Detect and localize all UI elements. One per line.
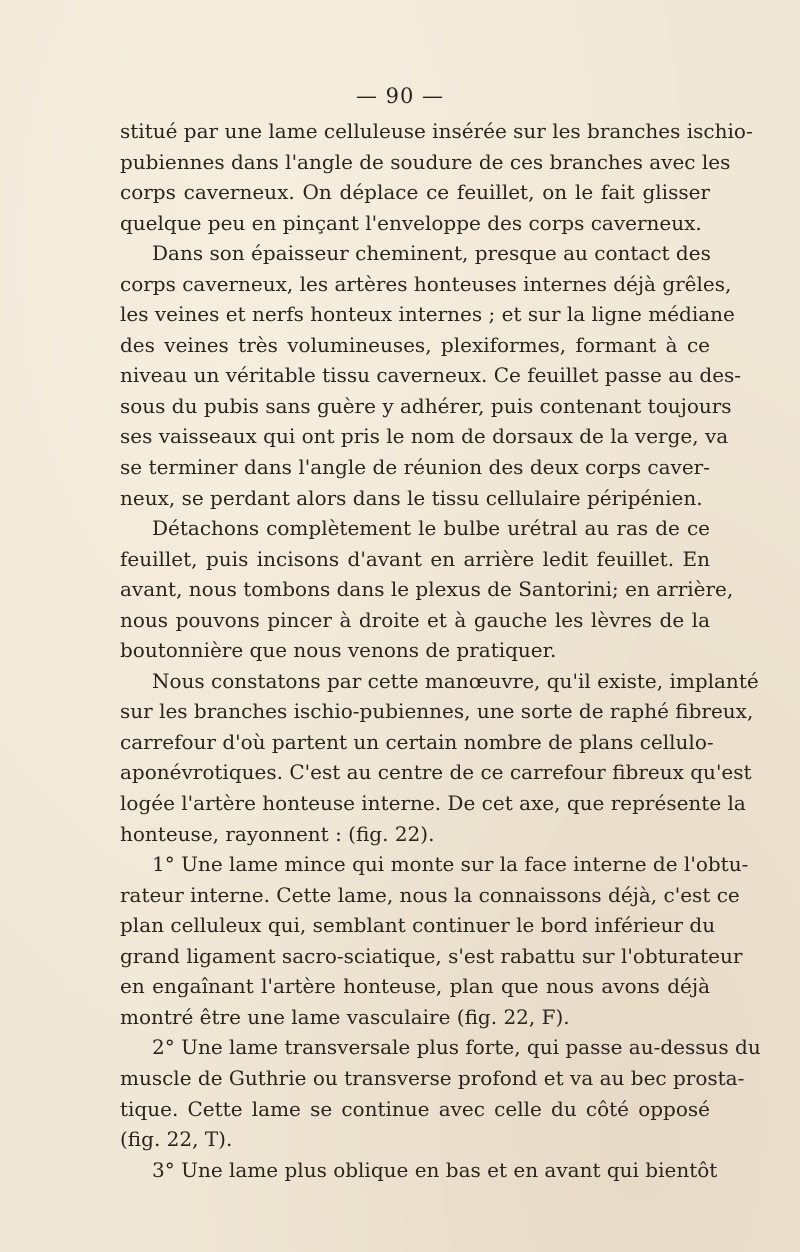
text-line: (fig. 22, T). <box>120 1127 233 1152</box>
body-text <box>120 116 761 1185</box>
text-line: aponévrotiques. C'est au centre de ce carrefour fibreux qu'est <box>120 760 752 785</box>
text-line: feuillet, puis incisons d'avant en arrière ledit feuillet. En <box>120 546 710 571</box>
text-line: plan celluleux qui, semblant continuer le bord inférieur du <box>120 913 716 938</box>
text-line: tique. Cette lame se continue avec celle du côté opposé <box>120 1096 710 1121</box>
text-line: montré être une lame vasculaire (fig. 22, F). <box>120 1004 570 1029</box>
text-line: muscle de Guthrie ou transverse profond et va au bec prosta- <box>120 1065 745 1090</box>
text-line: boutonnière que nous venons de pratiquer. <box>120 638 557 663</box>
text-line: des veines très volumineuses, plexiformes, formant à ce <box>120 332 710 357</box>
text-line: neux, se perdant alors dans le tissu cellulaire péripénien. <box>120 485 703 510</box>
text-line: 2° Une lame transversale plus forte, qui passe au-dessus du <box>152 1035 761 1060</box>
text-line: ses vaisseaux qui ont pris le nom de dorsaux de la verge, va <box>120 424 729 449</box>
text-line: logée l'artère honteuse interne. De cet axe, que représente la <box>120 791 746 816</box>
text-line: se terminer dans l'angle de réunion des deux corps caver- <box>120 455 710 480</box>
text-line: avant, nous tombons dans le plexus de Santorini; en arrière, <box>120 577 734 602</box>
text-line: corps caverneux. On déplace ce feuillet, on le fait glisser <box>120 180 710 205</box>
text-line: quelque peu en pinçant l'enveloppe des corps caverneux. <box>120 210 702 235</box>
text-line: 1° Une lame mince qui monte sur la face interne de l'obtu- <box>152 852 749 877</box>
text-line: corps caverneux, les artères honteuses internes déjà grêles, <box>120 271 732 296</box>
text-line: nous pouvons pincer à droite et à gauche les lèvres de la <box>120 607 710 632</box>
text-line: honteuse, rayonnent : (fig. 22). <box>120 821 435 846</box>
text-line: stitué par une lame celluleuse insérée sur les branches ischio- <box>120 119 753 143</box>
text-line: Dans son épaisseur cheminent, presque au contact des <box>152 241 711 266</box>
text-line: pubiennes dans l'angle de soudure de ces branches avec les <box>120 149 731 174</box>
text-line: sous du pubis sans guère y adhérer, puis contenant toujours <box>120 393 732 418</box>
text-line: rateur interne. Cette lame, nous la connaissons déjà, c'est ce <box>120 882 740 907</box>
text-line: sur les branches ischio-pubiennes, une sorte de raphé fibreux, <box>120 699 754 724</box>
text-line: Détachons complètement le bulbe urétral au ras de ce <box>152 516 710 541</box>
text-line: niveau un véritable tissu caverneux. Ce feuillet passe au des- <box>120 363 742 388</box>
text-line: grand ligament sacro-sciatique, s'est rabattu sur l'obturateur <box>120 943 743 968</box>
text-line: 3° Une lame plus oblique en bas et en avant qui bientôt <box>152 1157 718 1182</box>
text-line: Nous constatons par cette manœuvre, qu'il existe, implanté <box>152 668 759 693</box>
text-line: les veines et nerfs honteux internes ; et sur la ligne médiane <box>120 302 735 327</box>
text-line: carrefour d'où partent un certain nombre de plans cellulo- <box>120 729 714 754</box>
page-number: — 90 — <box>355 84 445 108</box>
text-line: en engaînant l'artère honteuse, plan que nous avons déjà <box>120 974 710 999</box>
